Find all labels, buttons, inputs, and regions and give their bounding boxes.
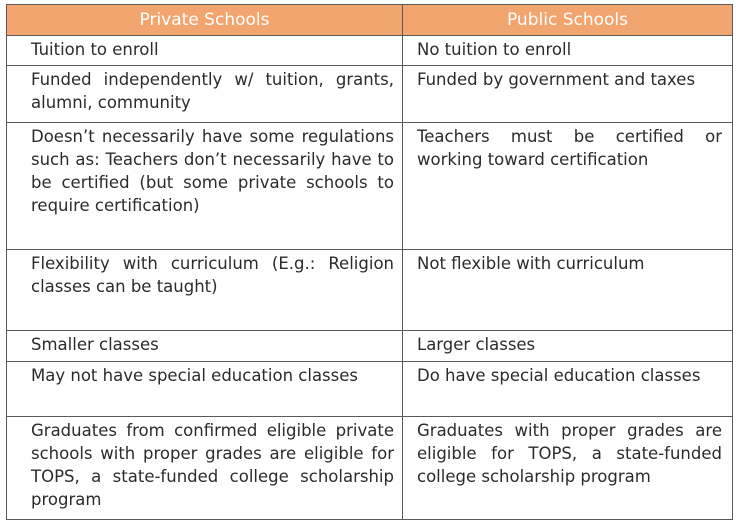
private-cell: Graduates from confirmed eligible private schools with proper grades are eligible for TOPS, a state-funded college scholarship program [7, 417, 403, 520]
table-row [7, 362, 733, 417]
table-row [7, 417, 733, 520]
table-header-row [7, 5, 733, 36]
comparison-table-container [6, 4, 732, 520]
table-row [7, 123, 733, 250]
table-row [7, 331, 733, 362]
public-cell: Larger classes [403, 331, 733, 362]
public-cell: Funded by government and taxes [403, 66, 733, 123]
table-row [7, 66, 733, 123]
private-cell: Smaller classes [7, 331, 403, 362]
table-row [7, 36, 733, 66]
public-cell: Graduates with proper grades are eligible for TOPS, a state-funded college scholarship program [403, 417, 733, 520]
private-cell: Funded independently w/ tuition, grants, alumni, community [7, 66, 403, 123]
header-public-schools: Public Schools [403, 5, 733, 36]
public-cell: Teachers must be certified or working toward certification [403, 123, 733, 250]
public-cell: No tuition to enroll [403, 36, 733, 66]
private-cell: Doesn’t necessarily have some regulations such as: Teachers don’t necessarily have to be certified (but some private schools to require certification) [7, 123, 403, 250]
header-private-schools: Private Schools [7, 5, 403, 36]
private-cell: May not have special education classes [7, 362, 403, 417]
comparison-table [6, 4, 733, 520]
private-cell: Flexibility with curriculum (E.g.: Religion classes can be taught) [7, 250, 403, 331]
public-cell: Not flexible with curriculum [403, 250, 733, 331]
public-cell: Do have special education classes [403, 362, 733, 417]
table-row [7, 250, 733, 331]
private-cell: Tuition to enroll [7, 36, 403, 66]
